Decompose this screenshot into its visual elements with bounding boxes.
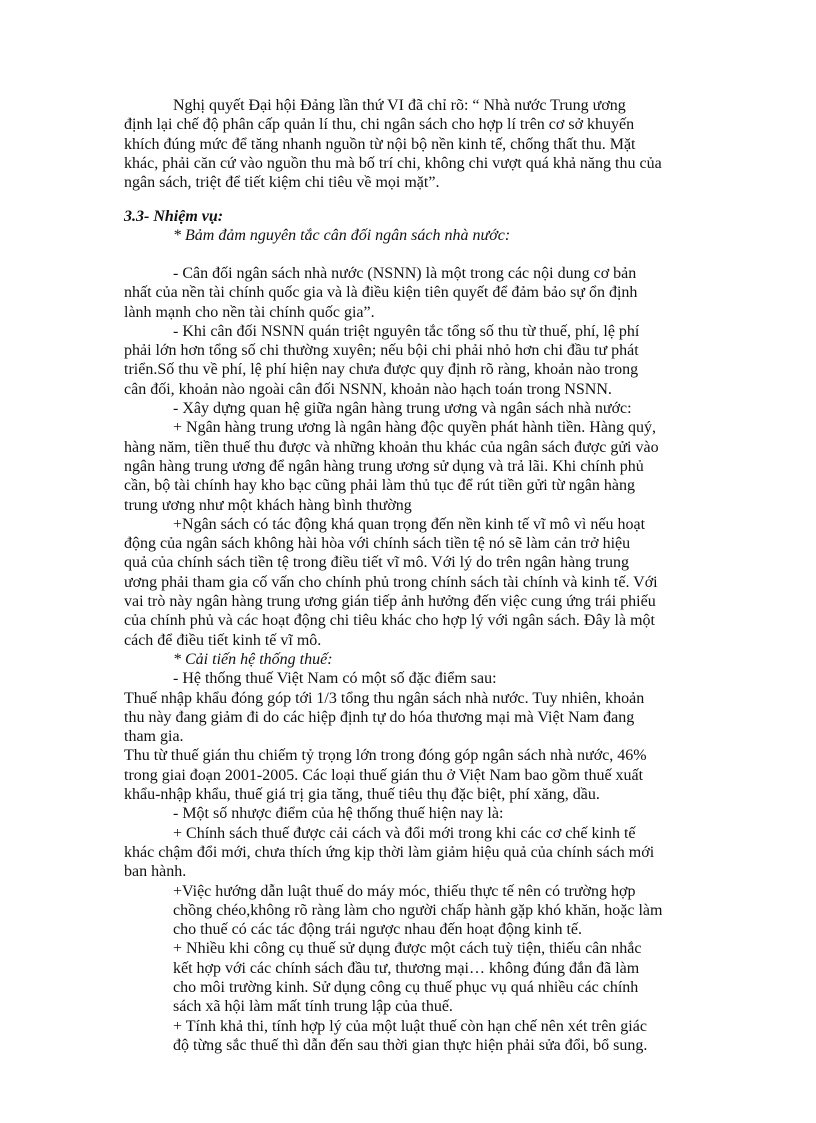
text-line: cho môi trường kinh. Sử dụng công cụ thuế phục vụ quá nhiều các chính xyxy=(173,978,639,996)
text-line: + Ngân hàng trung ương là ngân hàng độc quyền phát hành tiền. Hàng quý, xyxy=(173,419,656,437)
paragraph-budget-balance xyxy=(124,264,699,1055)
text-line: trong giai đoạn 2001-2005. Các loại thuế gián thu ở Việt Nam bao gồm thuế xuất xyxy=(124,766,644,784)
text-line: chồng chéo,không rõ ràng làm cho người chấp hành gặp khó khăn, hoặc làm xyxy=(173,901,663,919)
text-line: ương phải tham gia cố vấn cho chính phủ trong chính sách tài chính và kinh tế. Với xyxy=(124,573,658,591)
text-line: khác, phải căn cứ vào nguồn thu mà bố trí chi, không chi vượt quá khả năng thu của xyxy=(124,154,662,172)
text-line: Thu từ thuế gián thu chiếm tỷ trọng lớn trong đóng góp ngân sách nhà nước, 46% xyxy=(124,747,647,765)
section-heading: 3.3- Nhiệm vụ: xyxy=(124,208,224,225)
text-line: độ từng sắc thuế thì dẫn đến sau thời gian thực hiện phải sửa đổi, bổ sung. xyxy=(173,1036,648,1054)
subsection-heading-budget-balance: * Bảm đảm nguyên tắc cân đối ngân sách nhà nước: xyxy=(173,227,511,245)
text-line: - Một số nhược điểm của hệ thống thuế hiện nay là: xyxy=(173,805,504,823)
text-line: kết hợp với các chính sách đầu tư, thương mại… không đúng đắn đã làm xyxy=(173,959,640,977)
text-line: của chính phủ và các hoạt động chi tiêu khác cho hợp lý với ngân sách. Đây là một xyxy=(124,612,655,630)
text-line: + Tính khả thi, tính hợp lý của một luật thuế còn hạn chế nên xét trên giác xyxy=(173,1017,647,1035)
text-line: Nghị quyết Đại hội Đảng lần thứ VI đã chỉ rõ: “ Nhà nước Trung ương xyxy=(173,97,626,114)
text-line: ngân hàng trung ương để ngân hàng trung ương sử dụng và trả lãi. Khi chính phủ xyxy=(124,457,644,475)
text-line: khích đúng mức để tăng nhanh nguồn từ nội bộ nền kinh tế, chống thất thu. Mặt xyxy=(124,135,636,153)
text-line: lành mạnh cho nền tài chính quốc gia”. xyxy=(124,303,375,321)
text-line: - Hệ thống thuế Việt Nam có một số đặc điểm sau: xyxy=(173,670,497,688)
text-line: +Ngân sách có tác động khá quan trọng đến nền kinh tế vĩ mô vì nếu hoạt xyxy=(173,515,646,533)
text-line: - Xây dựng quan hệ giữa ngân hàng trung ương và ngân sách nhà nước: xyxy=(173,400,632,418)
text-line: - Cân đối ngân sách nhà nước (NSNN) là một trong các nội dung cơ bản xyxy=(173,265,637,282)
text-line: tham gia. xyxy=(124,728,184,746)
text-line: ngân sách, triệt để tiết kiệm chi tiêu về mọi mặt”. xyxy=(124,174,440,192)
text-line: khác chậm đổi mới, chưa thích ứng kịp thời làm giảm hiệu quả của chính sách mới xyxy=(124,843,655,861)
text-line: nhất của nền tài chính quốc gia và là điều kiện tiên quyết để đảm bảo sự ổn định xyxy=(124,284,638,302)
text-line: thu này đang giảm đi do các hiệp định tự do hóa thương mại mà Việt Nam đang xyxy=(124,708,635,726)
section-heading-block xyxy=(124,207,699,246)
text-line: cách để điều tiết kinh tế vĩ mô. xyxy=(124,631,322,649)
text-line: trung ương như một khách hàng bình thường xyxy=(124,496,412,514)
text-line: phải lớn hơn tổng số chi thường xuyên; nếu bội chi phải nhỏ hơn chi đầu tư phát xyxy=(124,342,639,360)
text-line: triển.Số thu về phí, lệ phí hiện nay chưa được quy định rõ ràng, khoản nào trong xyxy=(124,361,639,379)
text-line: - Khi cân đối NSNN quán triệt nguyên tắc tổng số thu từ thuế, phí, lệ phí xyxy=(173,322,640,340)
text-line: vai trò này ngân hàng trung ương gián tiếp ảnh hưởng đến việc cung ứng trái phiếu xyxy=(124,593,656,611)
subsection-heading-tax-reform: * Cải tiến hệ thống thuế: xyxy=(173,650,333,668)
text-line: động của ngân sách không hài hòa với chính sách tiền tệ nó sẽ làm cản trở hiệu xyxy=(124,535,631,553)
text-line: +Việc hướng dẫn luật thuế do máy móc, thiếu thực tế nên có trường hợp xyxy=(173,882,636,900)
paragraph-resolution-quote xyxy=(124,96,699,192)
text-line: định lại chế độ phân cấp quản lí thu, chi ngân sách cho hợp lí trên cơ sở khuyến xyxy=(124,116,635,134)
text-line: Thuế nhập khẩu đóng góp tới 1/3 tổng thu ngân sách nhà nước. Tuy nhiên, khoản xyxy=(124,689,645,707)
text-line: cho thuế có các tác động trái ngược nhau đến hoạt động kinh tế. xyxy=(173,921,582,939)
text-line: quả của chính sách tiền tệ trong điều tiết vĩ mô. Với lý do trên ngân hàng trung xyxy=(124,554,629,572)
text-line: hàng năm, tiền thuế thu được và những khoản thu khác của ngân sách được gửi vào xyxy=(124,438,659,456)
text-line: + Nhiều khi công cụ thuế sử dụng được một cách tuỳ tiện, thiếu cân nhắc xyxy=(173,940,642,958)
text-line: sách xã hội làm mất tính trung lập của thuế. xyxy=(173,998,453,1016)
text-line: ban hành. xyxy=(124,863,187,881)
text-line: cân đối, khoản nào ngoài cân đối NSNN, khoản nào hạch toán trong NSNN. xyxy=(124,380,612,398)
text-line: + Chính sách thuế được cải cách và đổi mới trong khi các cơ chế kinh tế xyxy=(173,824,636,842)
text-line: cần, bộ tài chính hay kho bạc cũng phải làm thủ tục để rút tiền gửi từ ngân hàng xyxy=(124,477,635,495)
text-line: khẩu-nhập khẩu, thuế giá trị gia tăng, thuế tiêu thụ đặc biệt, phí xăng, dầu. xyxy=(124,786,600,804)
